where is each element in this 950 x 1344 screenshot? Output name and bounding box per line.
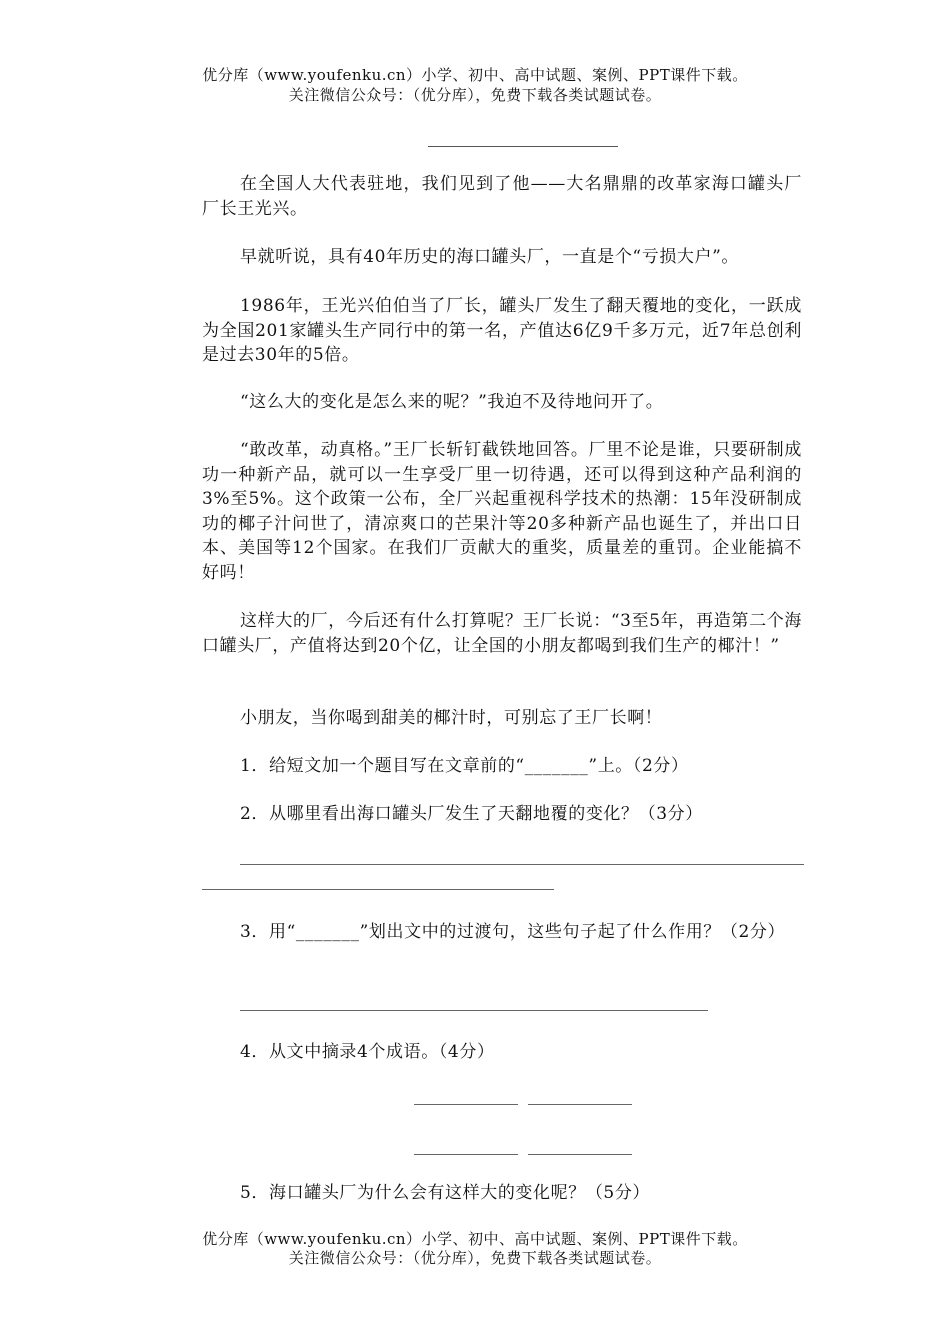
question-2: 2．从哪里看出海口罐头厂发生了天翻地覆的变化？（3分） <box>240 804 703 824</box>
footer-line-2: 关注微信公众号：（优分库），免费下载各类试题试卷。 <box>288 1249 662 1267</box>
header-line-1: 优分库（www.youfenku.cn）小学、初中、高中试题、案例、PPT课件下载。 <box>202 66 748 84</box>
answer-line-q3[interactable] <box>240 1010 708 1011</box>
idiom-blank[interactable] <box>528 1154 632 1155</box>
article-paragraph: 在全国人大代表驻地，我们见到了他——大名鼎鼎的改革家海口罐头厂厂长王光兴。 <box>202 174 802 219</box>
article-paragraph: “敢改革，动真格。”王厂长斩钉截铁地回答。厂里不论是谁，只要研制成功一种新产品，就可以一生享受厂里一切待遇，还可以得到这种产品利润的3%至5%。这个政策一公布，全厂兴起重视科学技术的热潮：15年没研制成功的椰子汁问世了，清凉爽口的芒果汁等20多种新产品也诞生了，并出口日本、美国等12个国家。在我们厂贡献大的重奖，质量差的重罚。企业能搞不好吗！ <box>202 440 802 583</box>
question-4: 4．从文中摘录4个成语。（4分） <box>240 1042 495 1062</box>
idiom-blank[interactable] <box>528 1104 632 1105</box>
question-1: 1．给短文加一个题目写在文章前的“_______”上。（2分） <box>240 756 689 776</box>
article-paragraph: 1986年，王光兴伯伯当了厂长，罐头厂发生了翻天覆地的变化，一跃成为全国201家罐头生产同行中的第一名，产值达6亿9千多万元，近7年总创利是过去30年的5倍。 <box>202 296 802 365</box>
header-line-2: 关注微信公众号：（优分库），免费下载各类试题试卷。 <box>288 86 662 104</box>
question-5: 5．海口罐头厂为什么会有这样大的变化呢？（5分） <box>240 1183 651 1203</box>
article-paragraph: 小朋友，当你喝到甜美的椰汁时，可别忘了王厂长啊！ <box>240 708 663 728</box>
idiom-blank[interactable] <box>414 1154 518 1155</box>
answer-line-q2[interactable] <box>202 889 554 890</box>
article-paragraph: 这样大的厂，今后还有什么打算呢？王厂长说：“3至5年，再造第二个海口罐头厂，产值将达到20个亿，让全国的小朋友都喝到我们生产的椰汁！” <box>202 611 802 656</box>
question-3: 3．用“_______”划出文中的过渡句，这些句子起了什么作用？（2分） <box>240 922 786 942</box>
footer-line-1: 优分库（www.youfenku.cn）小学、初中、高中试题、案例、PPT课件下载。 <box>202 1230 748 1248</box>
answer-line-q2[interactable] <box>240 864 804 865</box>
article-paragraph: “这么大的变化是怎么来的呢？”我迫不及待地问开了。 <box>240 392 664 412</box>
idiom-blank[interactable] <box>414 1104 518 1105</box>
title-answer-blank[interactable] <box>428 146 618 147</box>
article-paragraph: 早就听说，具有40年历史的海口罐头厂，一直是个“亏损大户”。 <box>240 247 740 267</box>
